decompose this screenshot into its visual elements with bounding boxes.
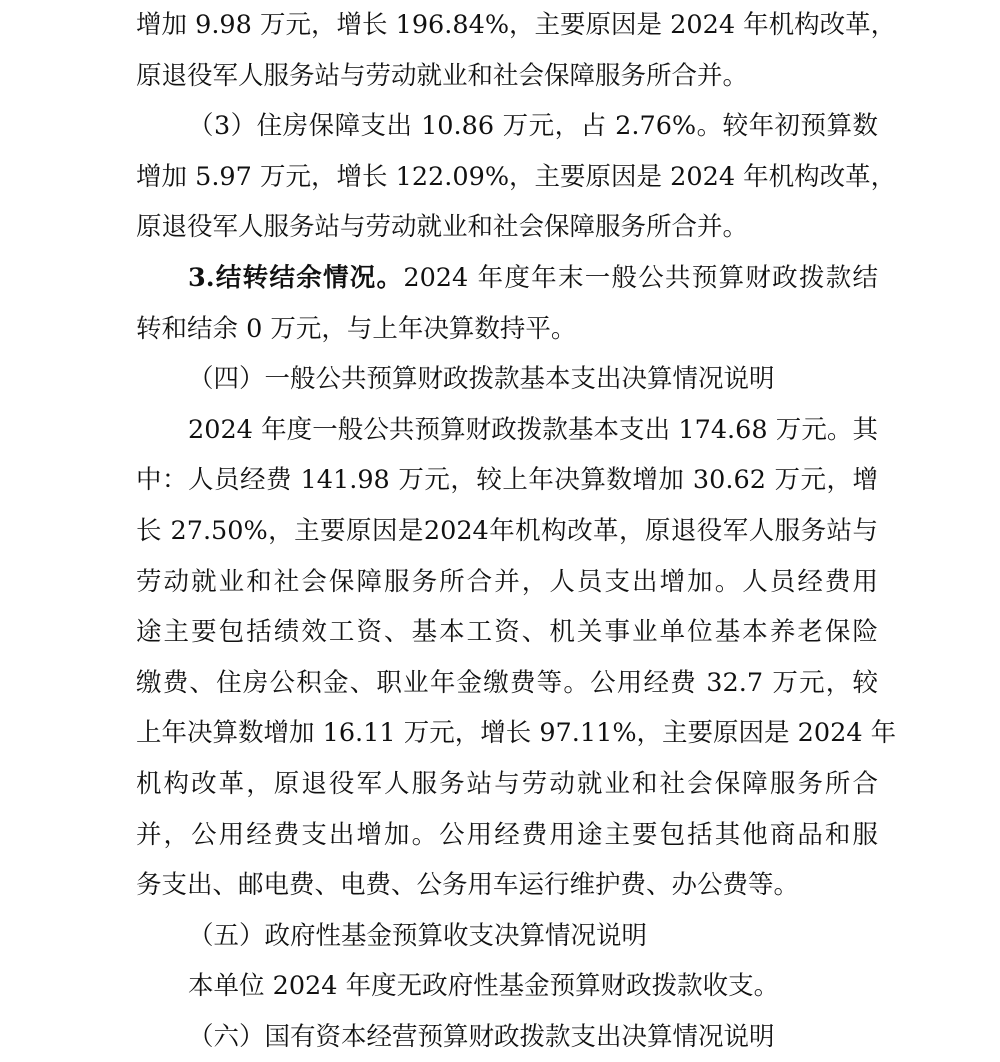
- text-line: 中：人员经费 141.98 万元，较上年决算数增加 30.62 万元，增: [136, 465, 878, 496]
- text-line: 劳动就业和社会保障服务所合并，人员支出增加。人员经费用: [136, 566, 878, 597]
- text-line: 本单位 2024 年度无政府性基金预算财政拨款收支。: [188, 971, 780, 1002]
- section-heading: （四）一般公共预算财政拨款基本支出决算情况说明: [188, 364, 775, 395]
- paragraph-housing-tail: [136, 0, 897, 101]
- text-line: 上年决算数增加 16.11 万元，增长 97.11%，主要原因是 2024 年: [136, 718, 897, 749]
- text-line: 并，公用经费支出增加。公用经费用途主要包括其他商品和服: [136, 819, 878, 850]
- text-line: [136, 253, 878, 304]
- section-four-title: [136, 354, 878, 405]
- text-line: 2024 年度一般公共预算财政拨款基本支出 174.68 万元。其: [188, 414, 878, 445]
- paragraph-basic-expenditure: [136, 405, 897, 911]
- text-line: 务支出、邮电费、电费、公务用车运行维护费、办公费等。: [136, 870, 800, 901]
- paragraph-government-fund: [136, 961, 878, 1012]
- text-line: 增加 9.98 万元，增长 196.84%，主要原因是 2024 年机构改革，: [136, 10, 897, 40]
- section-heading: （五）政府性基金预算收支决算情况说明: [188, 920, 648, 951]
- section-five-title: [136, 911, 878, 962]
- text-line: 增加 5.97 万元，增长 122.09%，主要原因是 2024 年机构改革，: [136, 161, 897, 192]
- text-line: 机构改革，原退役军人服务站与劳动就业和社会保障服务所合: [136, 768, 878, 799]
- carryover-heading: 3.结转结余情况。: [188, 262, 404, 293]
- carryover-text: 2024 年度年末一般公共预算财政拨款结: [403, 262, 878, 293]
- text-line: 原退役军人服务站与劳动就业和社会保障服务所合并。: [136, 212, 749, 243]
- text-line: （3）住房保障支出 10.86 万元，占 2.76%。较年初预算数: [188, 111, 878, 142]
- text-line: 长 27.50%，主要原因是2024年机构改革，原退役军人服务站与: [136, 515, 878, 546]
- paragraph-carryover: [136, 253, 878, 354]
- text-line: 转和结余 0 万元，与上年决算数持平。: [136, 313, 577, 344]
- section-six-title: [136, 1012, 878, 1062]
- paragraph-housing-security: [136, 101, 897, 253]
- section-heading: （六）国有资本经营预算财政拨款支出决算情况说明: [188, 1021, 775, 1052]
- text-line: 途主要包括绩效工资、基本工资、机关事业单位基本养老保险: [136, 617, 878, 648]
- document-page: [136, 0, 897, 1062]
- text-line: 缴费、住房公积金、职业年金缴费等。公用经费 32.7 万元，较: [136, 667, 878, 698]
- text-line: 原退役军人服务站与劳动就业和社会保障服务所合并。: [136, 60, 749, 91]
